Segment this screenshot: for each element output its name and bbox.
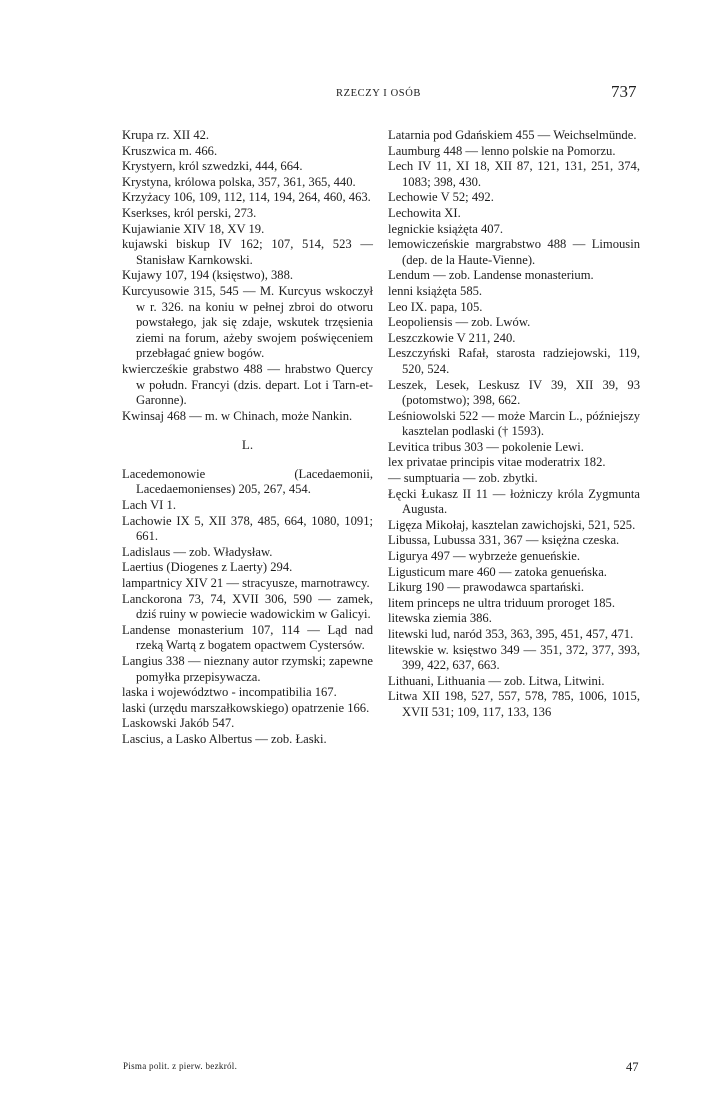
index-entry: Krystyern, król szwedzki, 444, 664. (122, 159, 303, 174)
index-entry: Libussa, Lubussa 331, 367 — księżna czeska. (388, 533, 620, 548)
index-entry: Leopoliensis — zob. Lwów. (388, 315, 531, 330)
index-entry: Langius 338 — nieznany autor rzymski; zapewne pomyłka przepisywacza. (122, 654, 373, 684)
index-entry: Laskowski Jakób 547. (122, 716, 235, 731)
signature-mark: 47 (626, 1060, 639, 1074)
index-entry: Krupa rz. XII 42. (122, 128, 210, 142)
index-entry: laska i województwo - incompatibilia 167. (122, 685, 337, 700)
left-entries-before (122, 128, 373, 424)
index-entry: lampartnicy XIV 21 — stracyusze, marnotrawcy. (122, 576, 370, 591)
index-entry: Litwa XII 198, 527, 557, 578, 785, 1006, 1015, XVII 531; 109, 117, 133, 136 (388, 689, 640, 719)
index-entry: Ligusticum mare 460 — zatoka genueńska. (388, 564, 607, 579)
index-entry: Krzyżacy 106, 109, 112, 114, 194, 264, 460, 463. (122, 190, 371, 205)
index-entry: Lech IV 11, XI 18, XII 87, 121, 131, 251, 374, 1083; 398, 430. (388, 159, 640, 189)
index-entry: Leo IX. papa, 105. (388, 299, 483, 314)
index-entry: Laertius (Diogenes z Laerty) 294. (122, 560, 293, 575)
index-entry: Lendum — zob. Landense monasterium. (388, 268, 594, 283)
index-entry: Kwinsaj 468 — m. w Chinach, może Nankin. (122, 408, 353, 423)
index-entry: Lechowita XI. (388, 205, 461, 220)
left-column (122, 128, 373, 748)
left-entries-after (122, 467, 373, 748)
index-entry: Kserkses, król perski, 273. (122, 205, 257, 220)
section-letter-heading: L. (241, 437, 254, 453)
index-entry: Leszczyński Rafał, starosta radziejowski, 119, 520, 524. (388, 346, 640, 376)
index-entry: laski (urzędu marszałkowskiego) opatrzenie 166. (122, 700, 370, 715)
index-entry: Latarnia pod Gdańskiem 455 — Weichselmünde. (388, 128, 637, 142)
index-entry: Łęcki Łukasz II 11 — łożniczy króla Zygmunta Augusta. (388, 486, 640, 517)
right-column (388, 128, 640, 721)
index-entry: litewska ziemia 386. (388, 611, 492, 626)
index-entry: Kurcyusowie 315, 545 — M. Kurcyus wskoczył w r. 326. na koniu w pełnej zbroi do otworu powstałego, jak się zdaje, wskutek trzęsienia ziemi na forum, ażeby swojem poświęceniem przebłagać gniew bogów. (122, 283, 373, 361)
index-entry: Ligęza Mikołaj, kasztelan zawichojski, 521, 525. (388, 517, 636, 532)
index-entry: legnickie książęta 407. (388, 221, 504, 236)
index-entry: Kujawianie XIV 18, XV 19. (122, 221, 265, 236)
index-entry: Landense monasterium 107, 114 — Ląd nad rzeką Wartą z bogatem opactwem Cystersów. (122, 622, 373, 653)
index-entry: Leśniowolski 522 — może Marcin L., późniejszy kasztelan podlaski († 1593). (388, 408, 640, 439)
index-entry: litem princeps ne ultra triduum proroget 185. (388, 595, 615, 610)
index-entry: — sumptuaria — zob. zbytki. (388, 471, 538, 486)
index-entry: Krystyna, królowa polska, 357, 361, 365, 440. (122, 174, 356, 189)
index-entry: Lanckorona 73, 74, XVII 306, 590 — zamek, dziś ruiny w powiecie wadowickim w Galicyi. (122, 591, 373, 622)
index-entry: lex privatae principis vitae moderatrix 182. (388, 455, 606, 470)
index-entry: Laumburg 448 — lenno polskie na Pomorzu. (388, 143, 616, 158)
index-entry: lenni książęta 585. (388, 283, 483, 298)
index-entry: lemowiczeńskie margrabstwo 488 — Limousin (dep. de la Haute-Vienne). (388, 237, 640, 267)
running-head: RZECZY I OSÓB (336, 88, 421, 99)
index-entry: Levitica tribus 303 — pokolenie Lewi. (388, 439, 584, 454)
index-entry: Kujawy 107, 194 (księstwo), 388. (122, 268, 294, 283)
index-entry: Likurg 190 — prawodawca spartański. (388, 580, 584, 595)
index-entry: Lachowie IX 5, XII 378, 485, 664, 1080, 1091; 661. (122, 513, 373, 544)
index-entry: Ladislaus — zob. Władysław. (122, 544, 273, 559)
page-number: 737 (611, 82, 637, 101)
index-entry: Lascius, a Lasko Albertus — zob. Łaski. (122, 731, 327, 746)
index-entry: Leszek, Lesek, Leskusz IV 39, XII 39, 93 (potomstwo); 398, 662. (388, 377, 640, 408)
index-entry: litewski lud, naród 353, 363, 395, 451, 457, 471. (388, 627, 634, 641)
index-entry: Ligurya 497 — wybrzeże genueńskie. (388, 549, 580, 564)
index-entry: Lithuani, Lithuania — zob. Litwa, Litwini. (388, 673, 605, 688)
index-entry: Leszczkowie V 211, 240. (388, 330, 516, 345)
index-entry: kwiercześkie grabstwo 488 — hrabstwo Quercy w połudn. Francyi (dzis. depart. Lot i Tarn-et-Garonne). (122, 361, 373, 408)
index-entry: Lacedemonowie (Lacedaemonii, Lacedaemonienses) 205, 267, 454. (122, 466, 373, 497)
index-entry: litewskie w. księstwo 349 — 351, 372, 377, 393, 399, 422, 637, 663. (388, 642, 640, 673)
index-entry: Kruszwica m. 466. (122, 143, 218, 158)
index-entry: kujawski biskup IV 162; 107, 514, 523 — Stanisław Karnkowski. (122, 237, 373, 267)
index-entry: Lechowie V 52; 492. (388, 190, 494, 205)
footnote: Pisma polit. z pierw. bezkról. (123, 1061, 238, 1071)
index-entry: Lach VI 1. (122, 498, 176, 513)
